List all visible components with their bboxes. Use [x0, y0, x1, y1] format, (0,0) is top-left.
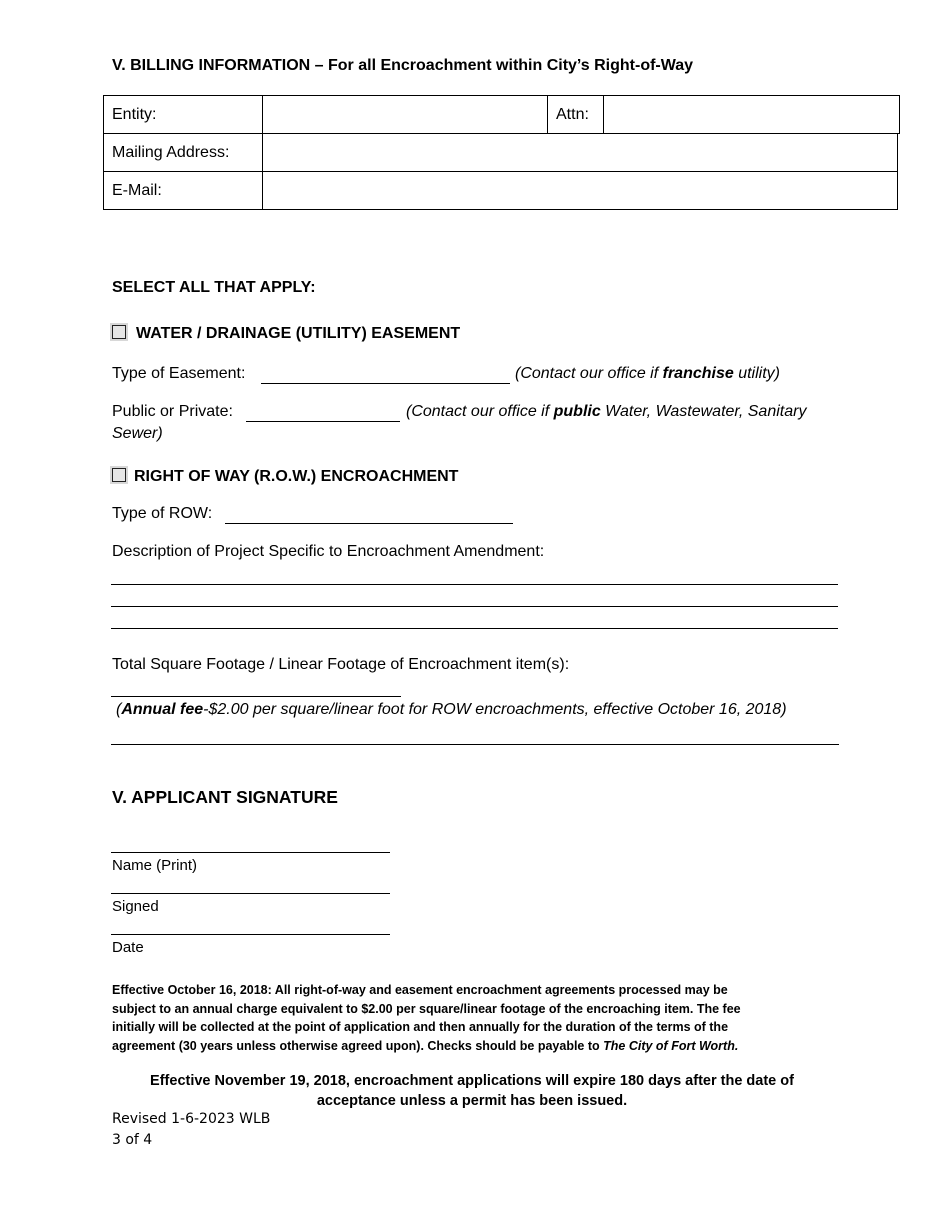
easement-note-pre: (Contact our office if: [515, 365, 663, 382]
name-print-line[interactable]: [111, 852, 390, 853]
public-private-input[interactable]: [246, 421, 400, 422]
attn-field[interactable]: [603, 95, 900, 134]
page-number: 3 of 4: [112, 1132, 153, 1148]
date-label: Date: [112, 939, 144, 956]
signature-heading: V. APPLICANT SIGNATURE: [112, 787, 338, 807]
easement-type-row: [112, 365, 245, 383]
row-encroachment-option[interactable]: [112, 468, 458, 486]
date-line[interactable]: [111, 934, 390, 935]
fee-notice-line-3: initially will be collected at the point of application and then annually for the duration of the terms of the: [112, 1020, 729, 1034]
public-note-post: Water, Wastewater, Sanitary: [600, 403, 807, 420]
water-easement-label: WATER / DRAINAGE (UTILITY) EASEMENT: [136, 325, 461, 342]
description-line-2[interactable]: [111, 606, 838, 607]
mailing-label-cell: [103, 133, 263, 172]
fee-notice-line-1: Effective October 16, 2018: All right-of-way and easement encroachment agreements processed may be: [112, 983, 728, 997]
revision-note: Revised 1-6-2023 WLB: [112, 1111, 271, 1127]
description-line-3[interactable]: [111, 628, 838, 629]
select-heading: SELECT ALL THAT APPLY:: [112, 279, 316, 296]
easement-note-post: utility): [733, 365, 780, 382]
easement-type-label: Type of Easement:: [112, 365, 246, 382]
mailing-label: Mailing Address:: [112, 144, 230, 161]
entity-field[interactable]: [262, 95, 548, 134]
easement-type-input[interactable]: [261, 383, 510, 384]
water-easement-option[interactable]: [112, 325, 460, 343]
expiration-notice: [112, 1071, 832, 1111]
row-encroachment-checkbox[interactable]: [112, 468, 126, 482]
fee-notice-line-2: subject to an annual charge equivalent to $2.00 per square/linear footage of the encroaching item. The fee: [112, 1001, 741, 1016]
description-line-1[interactable]: [111, 584, 838, 585]
expiration-notice-line-1: Effective November 19, 2018, encroachment applications will expire 180 days after the date of: [150, 1073, 794, 1089]
fee-notice-line-4: [112, 1037, 842, 1056]
attn-label: Attn:: [556, 106, 589, 123]
row-encroachment-label: RIGHT OF WAY (R.O.W.) ENCROACHMENT: [134, 468, 459, 485]
public-note-pre: (Contact our office if: [406, 403, 554, 420]
signed-line[interactable]: [111, 893, 390, 894]
fee-note-rest: -$2.00 per square/linear foot for ROW encroachments, effective October 16, 2018): [203, 701, 787, 718]
public-private-label: Public or Private:: [112, 403, 233, 420]
fee-note-open: (: [116, 701, 122, 718]
row-type-label: Type of ROW:: [112, 505, 213, 522]
public-private-row: [112, 403, 233, 421]
easement-note-bold: franchise: [662, 365, 734, 382]
expiration-notice-line-2: acceptance unless a permit has been issued.: [316, 1093, 628, 1109]
description-label: Description of Project Specific to Encroachment Amendment:: [112, 543, 545, 560]
fee-note-bold: Annual fee: [121, 701, 204, 718]
public-note: [406, 403, 806, 421]
attn-label-cell: [547, 95, 604, 134]
public-note-line2: Sewer): [112, 425, 163, 442]
footage-input[interactable]: [111, 696, 401, 697]
mailing-address-field[interactable]: [262, 133, 898, 172]
section-divider: [111, 744, 839, 745]
fee-notice-line-4-pre: agreement (30 years unless otherwise agreed upon). Checks should be payable to: [112, 1038, 604, 1053]
email-label-cell: [103, 171, 263, 210]
entity-label: Entity:: [112, 106, 157, 123]
fee-note: [116, 701, 787, 719]
easement-note: [515, 365, 780, 383]
row-type-input[interactable]: [225, 523, 513, 524]
payable-to: The City of Fort Worth.: [603, 1038, 739, 1053]
public-note-bold: public: [553, 403, 601, 420]
entity-label-cell: [103, 95, 263, 134]
fee-notice: [112, 981, 842, 1055]
signed-label: Signed: [112, 898, 159, 915]
footage-label: Total Square Footage / Linear Footage of Encroachment item(s):: [112, 656, 570, 673]
billing-heading: V. BILLING INFORMATION – For all Encroachment within City’s Right-of-Way: [112, 57, 694, 74]
email-label: E-Mail:: [112, 182, 162, 199]
email-field[interactable]: [262, 171, 898, 210]
water-easement-checkbox[interactable]: [112, 325, 126, 339]
name-print-label: Name (Print): [112, 857, 198, 874]
